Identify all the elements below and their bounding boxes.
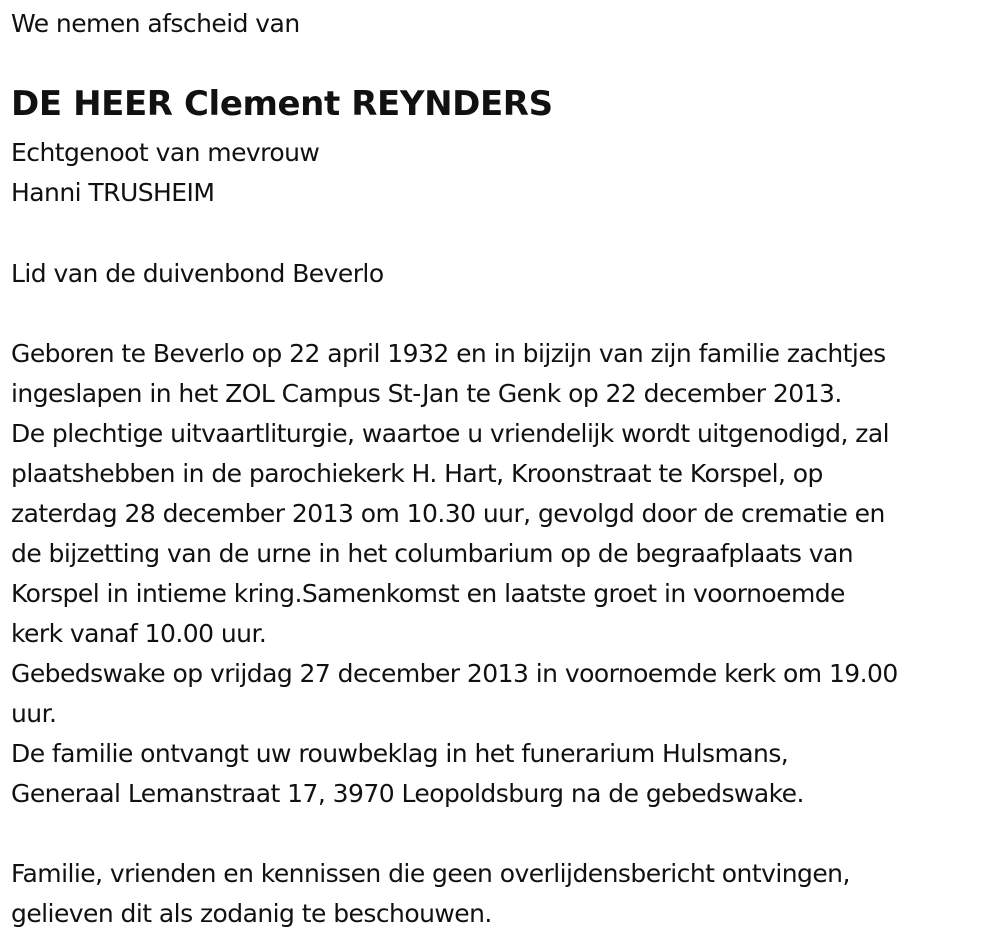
detail-line: plaatshebben in de parochiekerk H. Hart, Kroonstraat te Korspel, op bbox=[11, 459, 823, 488]
detail-line: Generaal Lemanstraat 17, 3970 Leopoldsburg na de gebedswake. bbox=[11, 779, 804, 808]
spouse-line: Echtgenoot van mevrouw bbox=[11, 138, 320, 167]
detail-line: uur. bbox=[11, 699, 57, 728]
detail-line: Geboren te Beverlo op 22 april 1932 en in bijzijn van zijn familie zachtjes bbox=[11, 339, 886, 368]
detail-line: De plechtige uitvaartliturgie, waartoe u vriendelijk wordt uitgenodigd, zal bbox=[11, 419, 889, 448]
intro-text: We nemen afscheid van bbox=[11, 9, 300, 38]
spouse-line: Hanni TRUSHEIM bbox=[11, 178, 215, 207]
detail-line: ingeslapen in het ZOL Campus St-Jan te Genk op 22 december 2013. bbox=[11, 379, 842, 408]
closing-line: gelieven dit als zodanig te beschouwen. bbox=[11, 899, 492, 928]
detail-line: de bijzetting van de urne in het columbarium op de begraafplaats van bbox=[11, 539, 854, 568]
detail-line: Gebedswake op vrijdag 27 december 2013 in voornoemde kerk om 19.00 bbox=[11, 659, 898, 688]
detail-line: Korspel in intieme kring.Samenkomst en laatste groet in voornoemde bbox=[11, 579, 845, 608]
membership-text: Lid van de duivenbond Beverlo bbox=[11, 259, 384, 288]
closing-line: Familie, vrienden en kennissen die geen overlijdensbericht ontvingen, bbox=[11, 859, 850, 888]
detail-line: kerk vanaf 10.00 uur. bbox=[11, 619, 267, 648]
deceased-name: DE HEER Clement REYNDERS bbox=[11, 84, 553, 124]
detail-line: De familie ontvangt uw rouwbeklag in het funerarium Hulsmans, bbox=[11, 739, 789, 768]
membership-block bbox=[11, 254, 384, 294]
funeral-details bbox=[11, 334, 898, 814]
detail-line: zaterdag 28 december 2013 om 10.30 uur, gevolgd door de crematie en bbox=[11, 499, 885, 528]
closing-block bbox=[11, 854, 850, 934]
spouse-block bbox=[11, 133, 319, 213]
